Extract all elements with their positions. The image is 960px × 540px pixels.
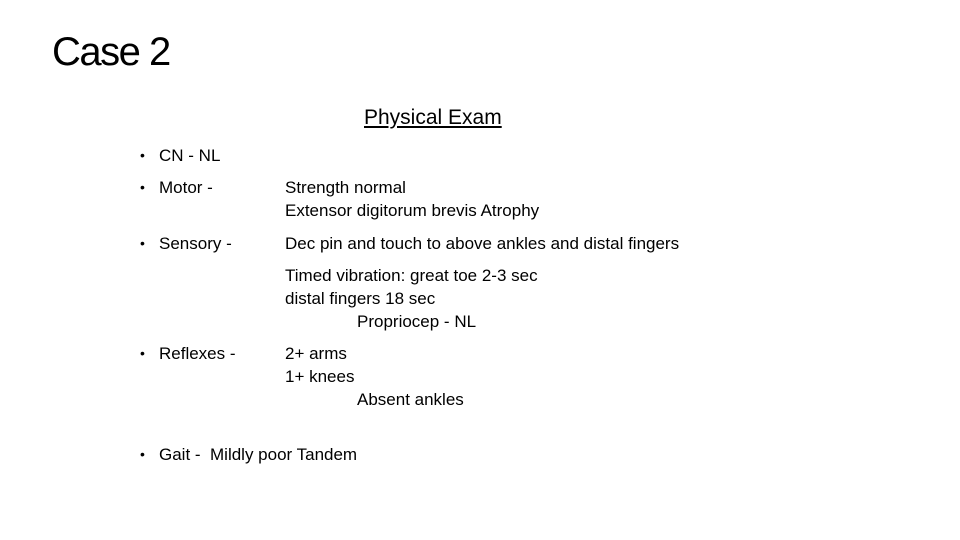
sensory-finding: Dec pin and touch to above ankles and distal fingers xyxy=(285,234,680,253)
cn-label: CN - NL xyxy=(159,146,221,165)
motor-finding: Extensor digitorum brevis Atrophy xyxy=(285,201,540,220)
reflexes-finding: 2+ arms xyxy=(285,344,347,363)
motor-finding: Strength normal xyxy=(285,178,406,197)
sensory-label: Sensory - xyxy=(159,234,232,253)
slide-title: Case 2 xyxy=(52,30,170,74)
bullet-gait: • xyxy=(140,446,145,462)
reflexes-finding: 1+ knees xyxy=(285,367,355,386)
bullet-motor: • xyxy=(140,179,145,195)
section-heading: Physical Exam xyxy=(364,106,502,129)
gait-label: Gait - Mildly poor Tandem xyxy=(159,445,358,464)
sensory-finding: Timed vibration: great toe 2-3 sec xyxy=(285,266,538,285)
bullet-sensory: • xyxy=(140,235,145,251)
reflexes-finding: Absent ankles xyxy=(357,390,464,409)
bullet-reflexes: • xyxy=(140,345,145,361)
sensory-finding: Propriocep - NL xyxy=(357,312,477,331)
motor-label: Motor - xyxy=(159,178,213,197)
sensory-finding: distal fingers 18 sec xyxy=(285,289,436,308)
bullet-cn: • xyxy=(140,147,145,163)
reflexes-label: Reflexes - xyxy=(159,344,236,363)
